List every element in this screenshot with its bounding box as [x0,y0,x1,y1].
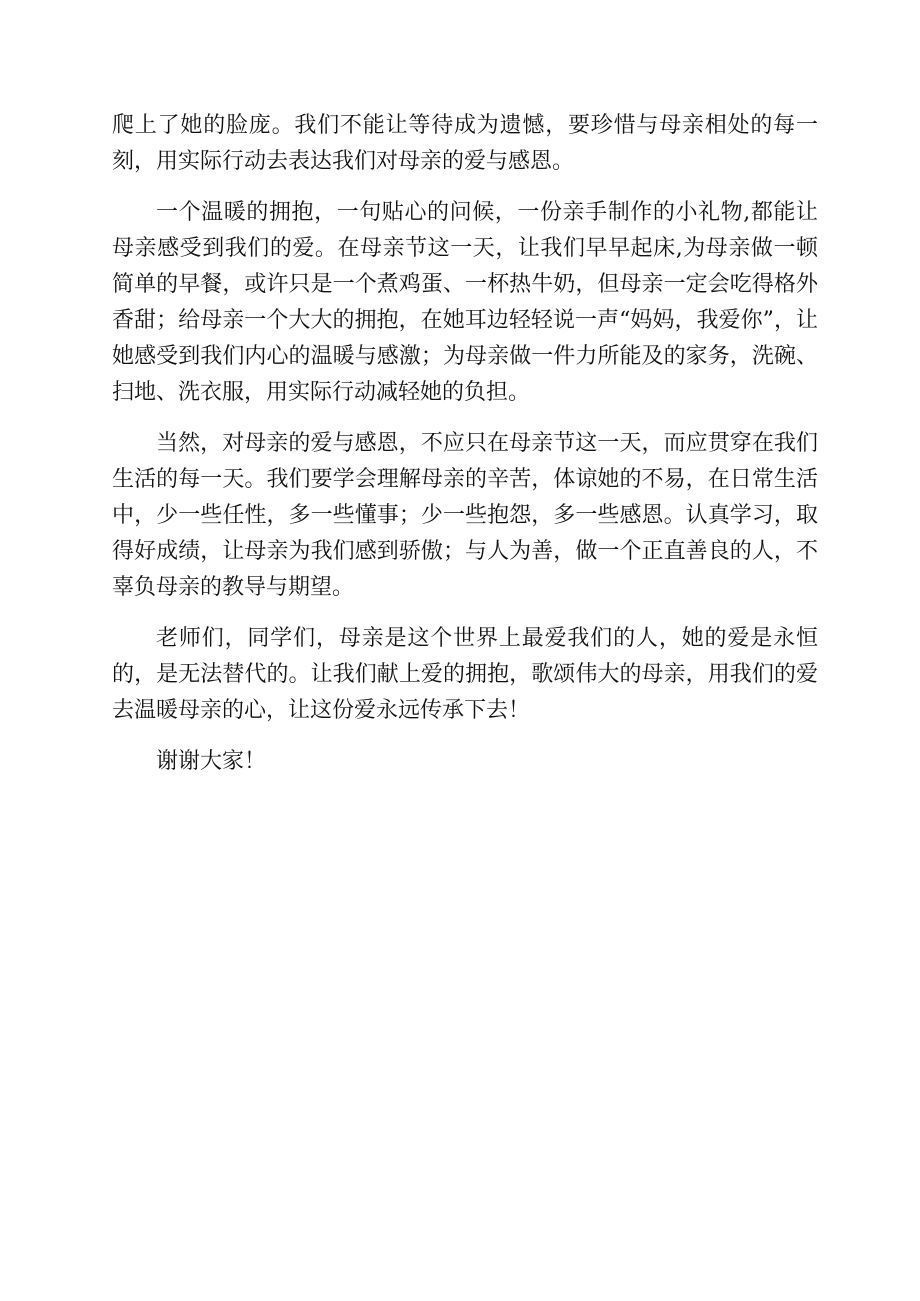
paragraph-gestures-of-love: 一个温暖的拥抱，一句贴心的问候，一份亲手制作的小礼物,都能让母亲感受到我们的爱。在母亲节这一天，让我们早早起床,为母亲做一顿简单的早餐，或许只是一个煮鸡蛋、一杯热牛奶，但母亲一定会吃得格外香甜；给母亲一个大大的拥抱，在她耳边轻轻说一声“妈妈，我爱你”，让她感受到我们内心的温暖与感激；为母亲做一件力所能及的家务，洗碗、扫地、洗衣服，用实际行动减轻她的负担。 [112,200,818,405]
paragraph-everyday-gratitude: 当然，对母亲的爱与感恩，不应只在母亲节这一天，而应贯穿在我们生活的每一天。我们要学会理解母亲的辛苦，体谅她的不易，在日常生活中，少一些任性，多一些懂事；少一些抱怨，多一些感恩。认真学习，取得好成绩，让母亲为我们感到骄傲；与人为善，做一个正直善良的人，不辜负母亲的教导与期望。 [112,431,818,600]
paragraph-closing-appeal: 老师们，同学们，母亲是这个世界上最爱我们的人，她的爱是永恒的，是无法替代的。让我们献上爱的拥抱，歌颂伟大的母亲，用我们的爱去温暖母亲的心，让这份爱永远传承下去！ [112,626,818,723]
paragraph-thanks: 谢谢大家！ [156,749,267,774]
paragraph-continuation: 爬上了她的脸庞。我们不能让等待成为遗憾，要珍惜与母亲相处的每一刻，用实际行动去表达我们对母亲的爱与感恩。 [112,113,818,174]
document-body [112,108,818,795]
